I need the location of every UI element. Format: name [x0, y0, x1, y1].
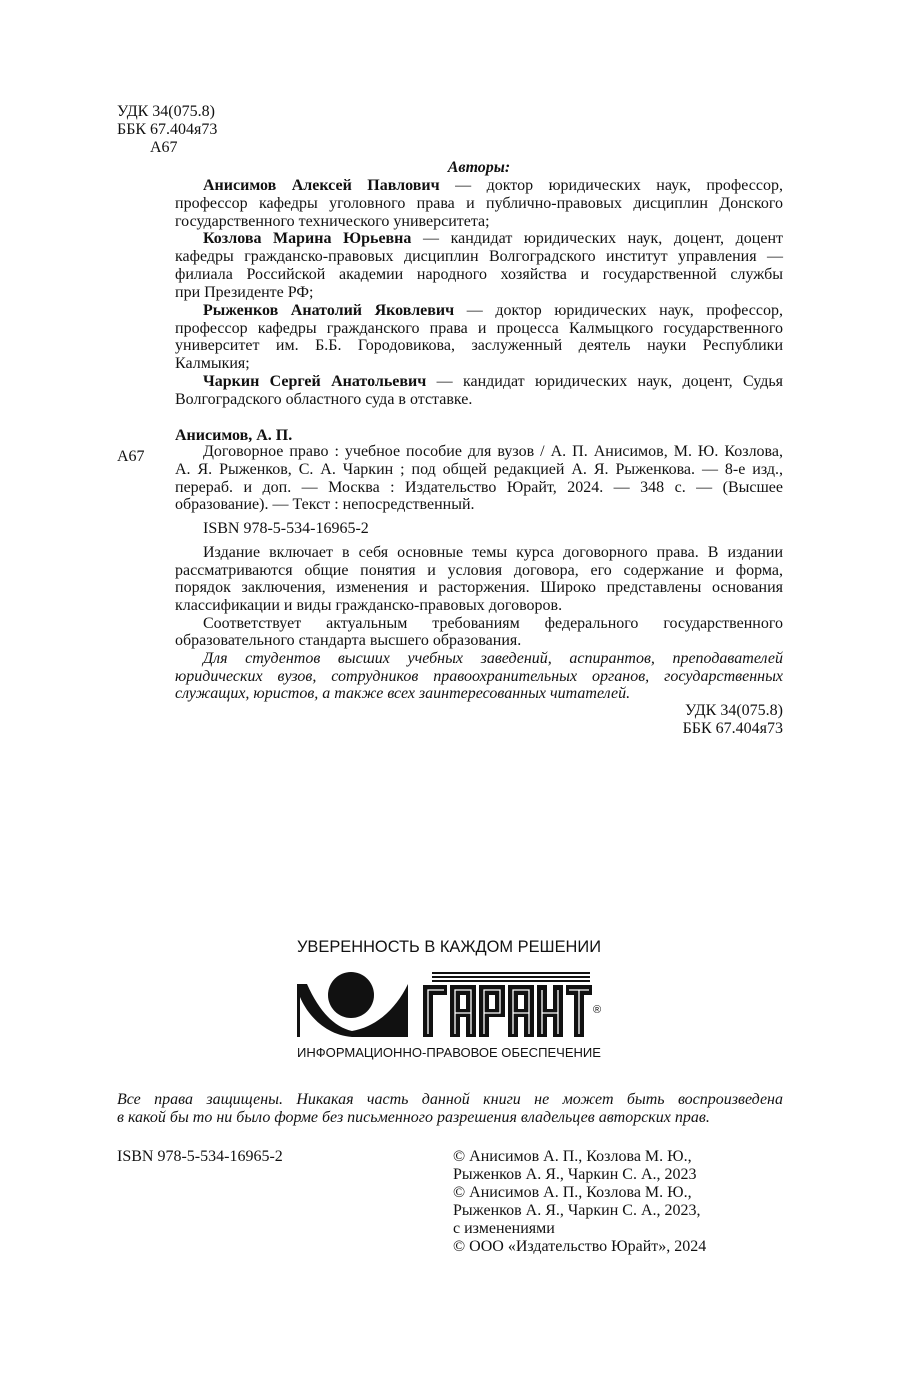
author-entry-line: Волгоградского областного суда в отставке. [175, 390, 473, 408]
audience-line: юридических вузов, сотрудников правоохранительных органов, государственных [175, 667, 783, 685]
annotation-line: образовательного стандарта высшего образования. [175, 632, 522, 650]
udk-code: УДК 34(075.8) [685, 702, 783, 719]
author-entry-first-line [175, 230, 783, 248]
annotation-line: рассматриваются общие понятия и условия договора, его содержание и форма, [175, 561, 783, 579]
copyright-line: Рыженков А. Я., Чаркин С. А., 2023 [453, 1166, 697, 1183]
author-name: Рыженков Анатолий Яковлевич [203, 301, 455, 319]
author-credentials: — доктор юридических наук, профессор, [466, 301, 783, 319]
annotation-line: порядок заключения, изменения и расторжения. Широко представлены основания [175, 579, 783, 597]
author-entry-line: Калмыкия; [175, 355, 250, 373]
ball-icon [328, 972, 374, 1018]
copyright-line: © ООО «Издательство Юрайт», 2024 [453, 1238, 707, 1255]
bbk-code: ББК 67.404я73 [682, 720, 783, 737]
bbk-code: ББК 67.404я73 [117, 121, 218, 138]
author-sign: А67 [150, 139, 178, 156]
catalog-annotation [175, 544, 783, 703]
copyright-line: © Анисимов А. П., Козлова М. Ю., [453, 1148, 692, 1165]
description-line: перераб. и доп. — Москва : Издательство Юрайт, 2024. — 348 с. — (Высшее [175, 478, 783, 496]
author-entry-line: профессор кафедры уголовного права и публично-правовых дисциплин Донского [175, 194, 783, 212]
catalog-main-heading: Анисимов, А. П. [175, 427, 293, 444]
ball-in-cradle-icon [297, 972, 408, 1037]
annotation-line: Издание включает в себя основные темы курса договорного права. В издании [203, 544, 783, 561]
catalog-classification [175, 702, 783, 738]
classification-codes [117, 103, 217, 157]
catalog-description [175, 443, 783, 514]
rights-line: в какой бы то ни было форме без письменного разрешения владельцев авторских прав. [117, 1109, 710, 1126]
catalog-author-sign: А67 [117, 448, 145, 465]
author-entry-line: профессор кафедры гражданского права и процесса Калмыцкого государственного [175, 319, 783, 337]
registered-mark: ® [593, 1004, 602, 1016]
logo-subtitle: ИНФОРМАЦИОННО-ПРАВОВОЕ ОБЕСПЕЧЕНИЕ [297, 1046, 601, 1060]
author-entry-line: государственного технического университета; [175, 212, 490, 230]
author-entry-line: университет им. Б.Б. Городовикова, заслуженный деятель науки Республики [175, 337, 783, 355]
description-line: А. Я. Рыженков, С. А. Чаркин ; под общей редакцией А. Я. Рыженкова. — 8-е изд., [175, 460, 783, 478]
copyright-block [453, 1148, 706, 1256]
author-entry-line: при Президенте РФ; [175, 283, 314, 301]
copyright-line: © Анисимов А. П., Козлова М. Ю., [453, 1184, 692, 1201]
copyright-line: с изменениями [453, 1220, 555, 1237]
audience-line: Для студентов высших учебных заведений, аспирантов, преподавателей [203, 649, 783, 667]
udk-code: УДК 34(075.8) [117, 103, 215, 120]
rights-line: Все права защищены. Никакая часть данной книги не может быть воспроизведена [117, 1091, 783, 1108]
description-line: Договорное право : учебное пособие для вузов / А. П. Анисимов, М. Ю. Козлова, [203, 443, 783, 460]
garant-wordmark [423, 972, 601, 1037]
author-entry-first-line [175, 302, 783, 320]
copyright-line: Рыженков А. Я., Чаркин С. А., 2023, [453, 1202, 701, 1219]
annotation-line: Соответствует актуальным требованиям федерального государственного [203, 614, 783, 632]
imprint-isbn: ISBN 978-5-534-16965-2 [117, 1148, 283, 1165]
annotation-line: классификации и виды гражданско-правовых договоров. [175, 596, 563, 614]
authors-section [175, 159, 783, 409]
author-credentials: — кандидат юридических наук, доцент, Судья [436, 373, 784, 391]
rights-notice [117, 1091, 783, 1127]
author-name: Козлова Марина Юрьевна [203, 230, 412, 248]
author-entry-line: филиала Российской академии народного хозяйства и государственной службы [175, 266, 783, 284]
author-entry-line: кафедры гражданско-правовых дисциплин Волгоградского институт управления — [175, 248, 783, 266]
author-credentials: — кандидат юридических наук, доцент, доцент [423, 230, 784, 248]
author-name: Чаркин Сергей Анатольевич [203, 373, 427, 391]
authors-heading: Авторы: [447, 159, 511, 176]
catalog-isbn: ISBN 978-5-534-16965-2 [203, 520, 369, 537]
description-line: образование). — Текст : непосредственный. [175, 496, 475, 514]
author-entry-first-line [175, 373, 783, 391]
logo-tagline: УВЕРЕННОСТЬ В КАЖДОМ РЕШЕНИИ [297, 937, 601, 956]
author-credentials: — доктор юридических наук, профессор, [455, 176, 783, 194]
author-name: Анисимов Алексей Павлович [203, 176, 440, 194]
audience-line: служащих, юристов, а также всех заинтересованных читателей. [175, 685, 631, 703]
garant-logo [290, 925, 610, 1065]
author-entry-first-line [175, 177, 783, 195]
